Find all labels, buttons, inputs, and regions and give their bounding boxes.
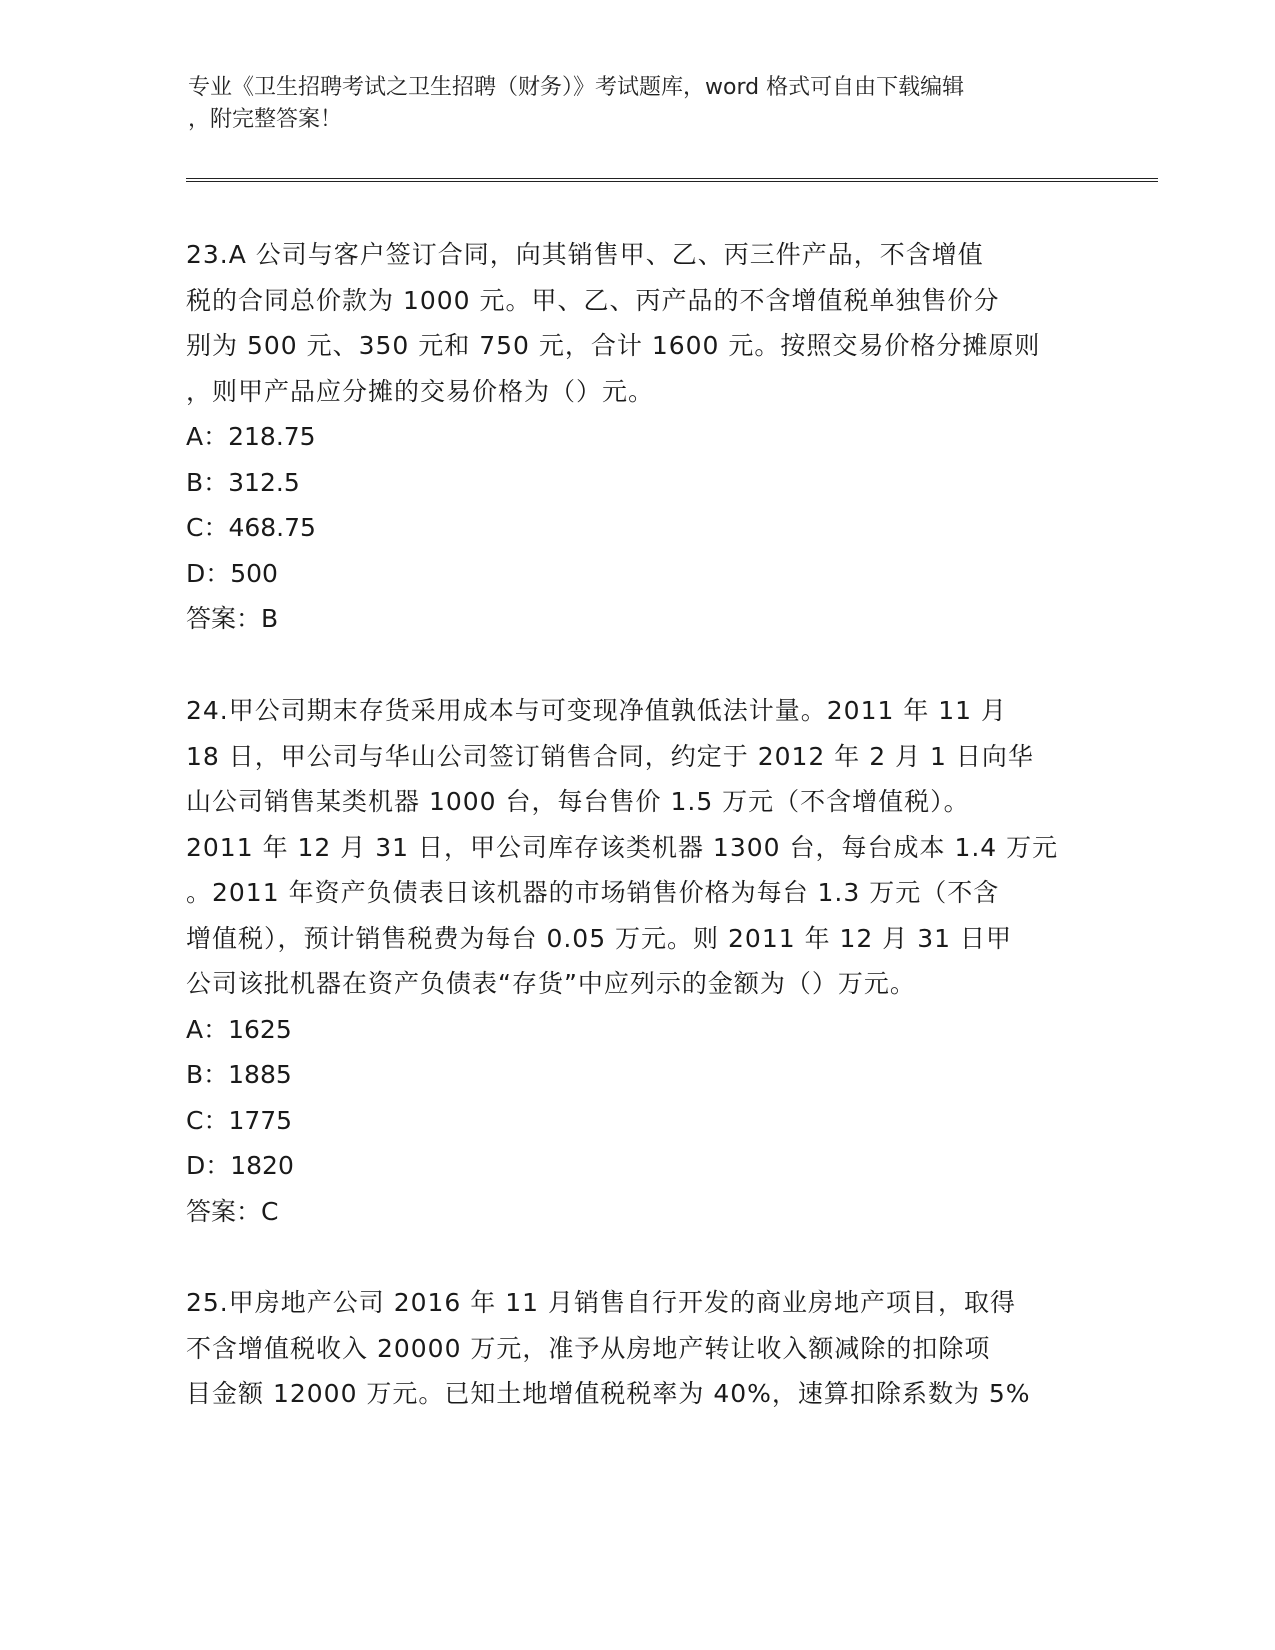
option-d: D：500 — [186, 558, 278, 588]
question-text-line: 23.A 公司与客户签订合同，向其销售甲、乙、丙三件产品，不含增值 — [186, 240, 984, 269]
option-b: B：1885 — [186, 1060, 292, 1089]
question-text-line: 目金额 12000 万元。已知土地增值税税率为 40%，速算扣除系数为 5% — [186, 1379, 1031, 1408]
question-text-line: 不含增值税收入 20000 万元，准予从房地产转让收入额减除的扣除项 — [186, 1333, 991, 1363]
question-text-line: 。2011 年资产负债表日该机器的市场销售价格为每台 1.3 万元（不含 — [186, 878, 1000, 907]
option-a: A：1625 — [186, 1014, 292, 1044]
page-header — [188, 72, 1068, 136]
question-text-line: 山公司销售某类机器 1000 台，每台售价 1.5 万元（不含增值税）。 — [186, 787, 970, 816]
question-text-line: 别为 500 元、350 元和 750 元，合计 1600 元。按照交易价格分摊原则 — [186, 331, 1041, 360]
question-text-line: 增值税），预计销售税费为每台 0.05 万元。则 2011 年 12 月 31 日甲 — [186, 923, 1012, 953]
option-c: C：1775 — [186, 1105, 293, 1135]
question-text-line: 18 日，甲公司与华山公司签订销售合同，约定于 2012 年 2 月 1 日向华 — [186, 741, 1034, 771]
option-d: D：1820 — [186, 1151, 294, 1180]
question-text-line: 公司该批机器在资产负债表“存货”中应列示的金额为（）万元。 — [186, 969, 916, 998]
option-a: A：218.75 — [186, 422, 316, 451]
question-24 — [186, 688, 1086, 1234]
header-line: ，附完整答案！ — [188, 107, 343, 132]
option-c: C：468.75 — [186, 513, 316, 542]
header-divider — [186, 178, 1158, 182]
question-text-line: 25.甲房地产公司 2016 年 11 月销售自行开发的商业房地产项目，取得 — [186, 1288, 1016, 1317]
question-text-line: 24.甲公司期末存货采用成本与可变现净值孰低法计量。2011 年 11 月 — [186, 696, 1008, 725]
question-25 — [186, 1280, 1086, 1417]
question-text-line: 2011 年 12 月 31 日，甲公司库存该类机器 1300 台，每台成本 1.4 万元 — [186, 832, 1059, 862]
answer: 答案：C — [186, 1196, 279, 1226]
question-text-line: 税的合同总价款为 1000 元。甲、乙、丙产品的不含增值税单独售价分 — [186, 285, 1000, 315]
question-text-line: ，则甲产品应分摊的交易价格为（）元。 — [186, 376, 655, 406]
answer: 答案：B — [186, 604, 279, 633]
question-23 — [186, 232, 1086, 642]
option-b: B：312.5 — [186, 467, 300, 497]
header-line: 专业《卫生招聘考试之卫生招聘（财务）》考试题库，word 格式可自由下载编辑 — [188, 75, 965, 100]
